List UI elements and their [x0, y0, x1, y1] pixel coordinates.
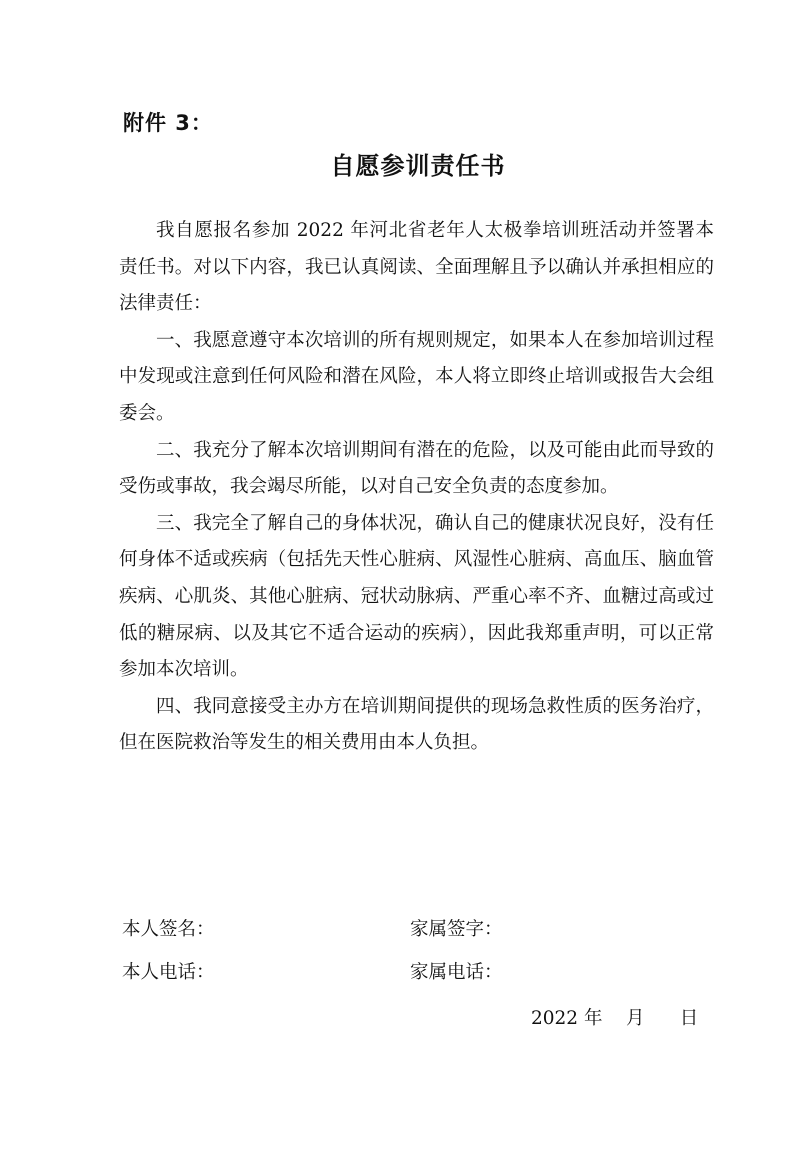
family-signature-label: 家属签字： [410, 919, 503, 940]
document-title: 自愿参训责任书 [330, 152, 506, 180]
clause-one-paragraph: 一、我愿意遵守本次培训的所有规则规定，如果本人在参加培训过程中发现或注意到任何风险和潜在风险，本人将立即终止培训或报告大会组委会。 [119, 329, 714, 424]
document-body [119, 213, 714, 762]
clause-two-paragraph: 二、我充分了解本次培训期间有潜在的危险，以及可能由此而导致的受伤或事故，我会竭尽所能，以对自己安全负责的态度参加。 [119, 439, 714, 498]
intro-paragraph: 我自愿报名参加 2022 年河北省老年人太极拳培训班活动并签署本责任书。对以下内容，我已认真阅读、全面理解且予以确认并承担相应的法律责任： [119, 220, 714, 315]
self-signature-label: 本人签名： [122, 919, 215, 940]
date-line: 2022 年 月 日 [531, 1008, 699, 1029]
clause-three-paragraph: 三、我完全了解自己的身体状况，确认自己的健康状况良好，没有任何身体不适或疾病（包括先天性心脏病、风湿性心脏病、高血压、脑血管疾病、心肌炎、其他心脏病、冠状动脉病、严重心率不齐、血糖过高或过低的糖尿病、以及其它不适合运动的疾病），因此我郑重声明，可以正常参加本次培训。 [119, 512, 714, 681]
family-phone-label: 家属电话： [410, 962, 503, 983]
clause-four-paragraph: 四、我同意接受主办方在培训期间提供的现场急救性质的医务治疗，但在医院救治等发生的相关费用由本人负担。 [119, 695, 714, 754]
self-phone-label: 本人电话： [122, 962, 215, 983]
attachment-label: 附件 3： [123, 111, 213, 135]
